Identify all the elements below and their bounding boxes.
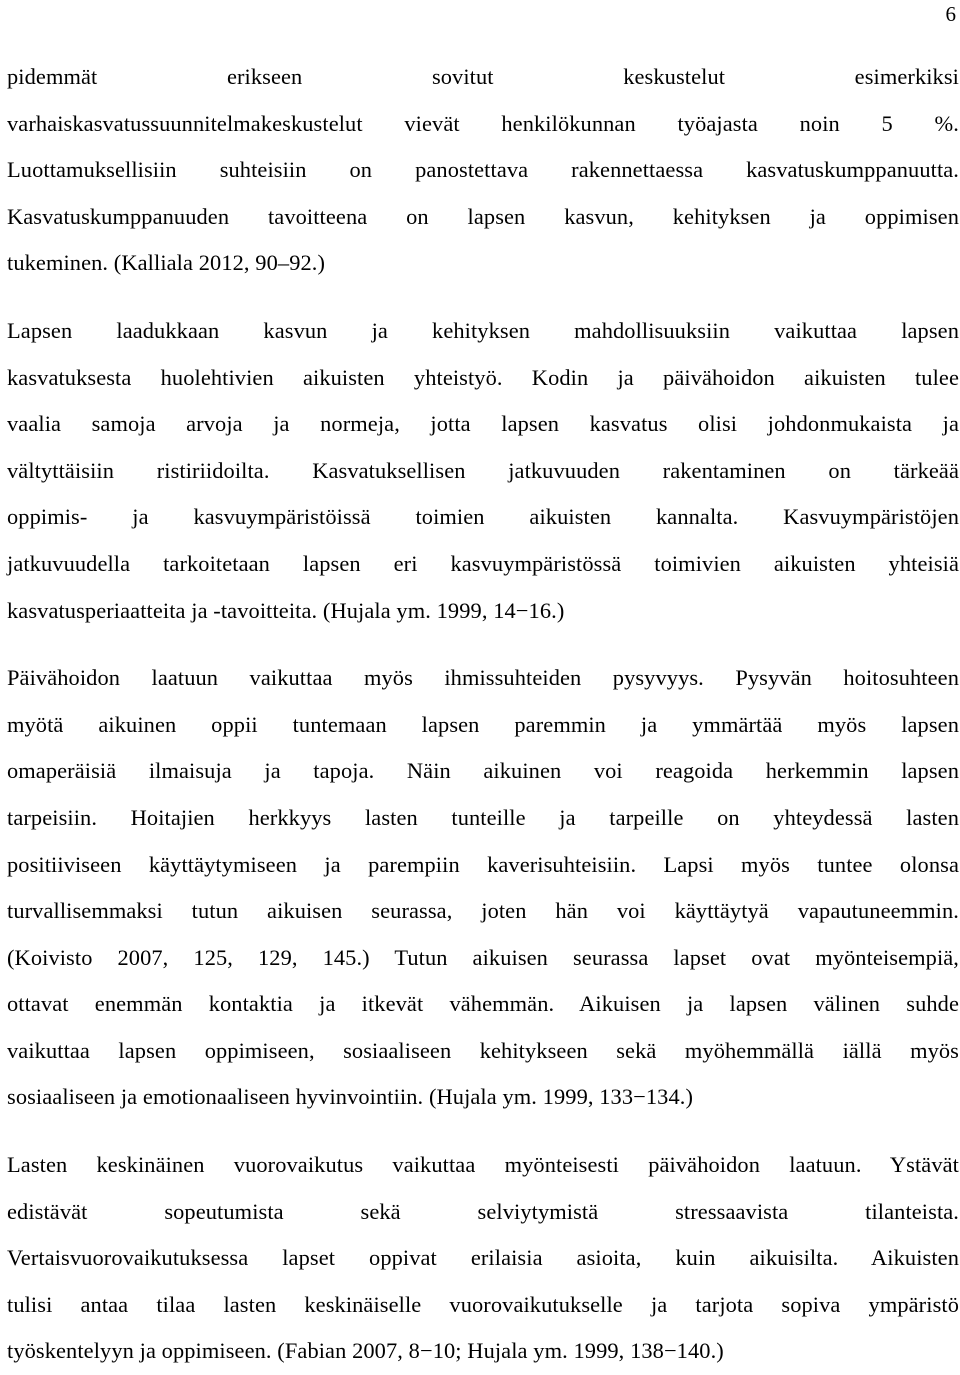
paragraph-2	[7, 308, 959, 634]
text-line: Luottamuksellisiin suhteisiin on panostettava rakennettaessa kasvatuskumppanuutta.	[7, 157, 959, 183]
text-line: tulisi antaa tilaa lasten keskinäiselle vuorovaikutukselle ja tarjota sopiva ympäristö	[7, 1291, 959, 1317]
text-line: Kasvatuskumppanuuden tavoitteena on lapsen kasvun, kehityksen ja oppimisen	[7, 203, 959, 229]
text-line: jatkuvuudella tarkoitetaan lapsen eri kasvuympäristössä toimivien aikuisten yhteisiä	[7, 550, 959, 576]
text-line: myötä aikuinen oppii tuntemaan lapsen paremmin ja ymmärtää myös lapsen	[7, 711, 959, 737]
text-line: sosiaaliseen ja emotionaaliseen hyvinvointiin. (Hujala ym. 1999, 133−134.)	[7, 1084, 694, 1110]
document-body	[7, 54, 959, 1375]
text-line: edistävät sopeutumista sekä selviytymistä stressaavista tilanteista.	[7, 1198, 959, 1224]
text-line: (Koivisto 2007, 125, 129, 145.) Tutun aikuisen seurassa lapset ovat myönteisempiä,	[7, 944, 959, 970]
text-line: vältyttäisiin ristiriidoilta. Kasvatuksellisen jatkuvuuden rakentaminen on tärkeää	[7, 457, 959, 483]
paragraph-4	[7, 1142, 959, 1375]
paragraph-1	[7, 54, 959, 287]
paragraph-3	[7, 655, 959, 1121]
text-line: vaikuttaa lapsen oppimiseen, sosiaaliseen kehitykseen sekä myöhemmällä iällä myös	[7, 1037, 959, 1063]
text-line: pidemmät erikseen sovitut keskustelut esimerkiksi	[7, 64, 959, 89]
text-line: vaalia samoja arvoja ja normeja, jotta lapsen kasvatus olisi johdonmukaista ja	[7, 411, 959, 437]
text-line: kasvatuksesta huolehtivien aikuisten yhteistyö. Kodin ja päivähoidon aikuisten tulee	[7, 364, 959, 390]
text-line: kasvatusperiaatteita ja -tavoitteita. (Hujala ym. 1999, 14−16.)	[7, 597, 565, 623]
text-line: ottavat enemmän kontaktia ja itkevät vähemmän. Aikuisen ja lapsen välinen suhde	[7, 991, 959, 1017]
page-number: 6	[945, 2, 956, 26]
text-line: Vertaisvuorovaikutuksessa lapset oppivat erilaisia asioita, kuin aikuisilta. Aikuisten	[7, 1245, 959, 1271]
text-line: Päivähoidon laatuun vaikuttaa myös ihmissuhteiden pysyvyys. Pysyvän hoitosuhteen	[7, 665, 959, 691]
text-line: Lasten keskinäinen vuorovaikutus vaikuttaa myönteisesti päivähoidon laatuun. Ystävät	[7, 1152, 959, 1178]
text-line: Lapsen laadukkaan kasvun ja kehityksen mahdollisuuksiin vaikuttaa lapsen	[7, 317, 959, 343]
text-line: tukeminen. (Kalliala 2012, 90‒92.)	[7, 250, 326, 276]
text-line: oppimis- ja kasvuympäristöissä toimien aikuisten kannalta. Kasvuympäristöjen	[7, 504, 959, 530]
text-line: positiiviseen käyttäytymiseen ja parempiin kaverisuhteisiin. Lapsi myös tuntee olonsa	[7, 851, 959, 877]
text-line: tarpeisiin. Hoitajien herkkyys lasten tunteille ja tarpeille on yhteydessä lasten	[7, 804, 959, 830]
text-line: turvallisemmaksi tutun aikuisen seurassa, joten hän voi käyttäytyä vapautuneemmin.	[7, 898, 959, 924]
text-line: omaperäisiä ilmaisuja ja tapoja. Näin aikuinen voi reagoida herkemmin lapsen	[7, 758, 959, 784]
text-line: työskentelyyn ja oppimiseen. (Fabian 2007, 8−10; Hujala ym. 1999, 138−140.)	[7, 1338, 724, 1364]
text-line: varhaiskasvatussuunnitelmakeskustelut vievät henkilökunnan työajasta noin 5 %.	[7, 110, 959, 136]
